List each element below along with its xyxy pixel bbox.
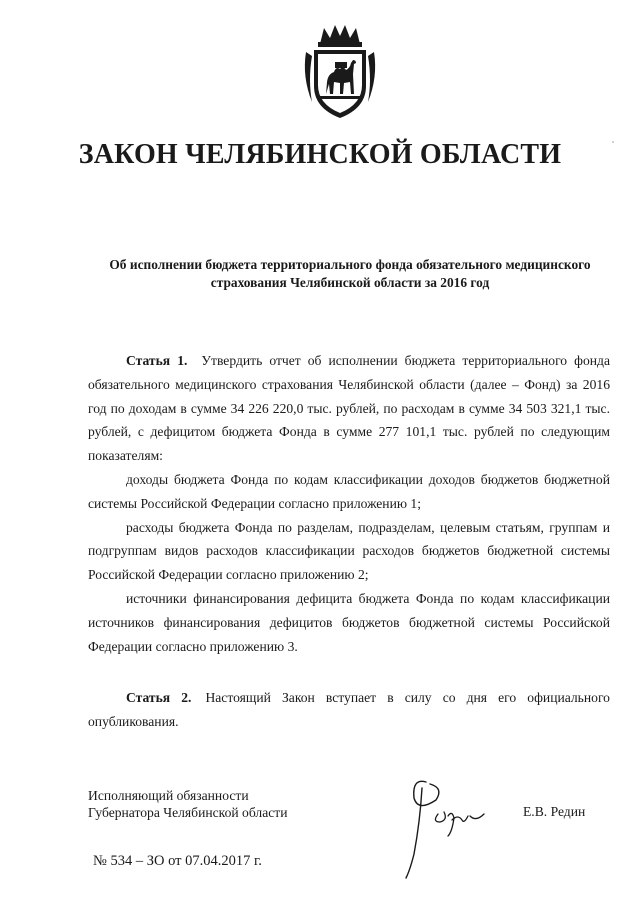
article-2-text: [88, 686, 610, 734]
article-1-label: Статья 1.: [126, 353, 188, 368]
law-subtitle: [92, 256, 608, 292]
law-subtitle-line-2: страхования Челябинской области за 2016 год: [210, 275, 490, 290]
law-number: № 534 – ЗО: [93, 853, 165, 869]
signatory-position-line-2: Губернатора Челябинской области: [88, 805, 288, 820]
law-subtitle-line-1: Об исполнении бюджета территориального фонда обязательного медицинского: [109, 257, 591, 272]
article-2-body: Настоящий Закон вступает в силу со дня его официального опубликования.: [88, 690, 610, 729]
article-1-item-1: доходы бюджета Фонда по кодам классификации доходов бюджетов бюджетной системы Российской Федерации согласно приложению 1;: [88, 471, 610, 511]
signatory-name: Е.В. Редин: [523, 804, 586, 819]
signatory-position: [88, 787, 288, 821]
coat-of-arms-icon: [298, 22, 382, 122]
date-prefix: от: [168, 853, 182, 869]
article-2: [88, 686, 610, 734]
law-date: 07.04.2017 г.: [185, 853, 262, 869]
article-1-intro: [88, 349, 610, 468]
article-2-label: Статья 2.: [126, 690, 192, 705]
law-number-and-date: [93, 853, 262, 870]
article-1-item-3: источники финансирования дефицита бюджета Фонда по кодам классификации источников финансирования дефицитов бюджетов бюджетной системы Российской Федерации согласно приложению 3.: [88, 590, 610, 654]
signatory-position-line-1: Исполняющий обязанности: [88, 788, 249, 803]
scan-speck: [611, 140, 615, 144]
law-title: ЗАКОН ЧЕЛЯБИНСКОЙ ОБЛАСТИ: [78, 139, 562, 170]
article-1: [88, 349, 610, 658]
handwritten-signature: [392, 762, 502, 882]
article-1-item-2: расходы бюджета Фонда по разделам, подразделам, целевым статьям, группам и подгруппам видов расходов классификации расходов бюджетов бюджетной системы Российской Федерации согласно приложению 2;: [88, 519, 610, 583]
article-1-intro-text: Утвердить отчет об исполнении бюджета территориального фонда обязательного медицинского страхования Челябинской области (далее – Фонд) за 2016 год по доходам в сумме 34 226 220,0 тыс. рублей, по расходам в сумме 34 503 321,1 тыс. рублей, с дефицитом бюджета Фонда в сумме 277 101,1 тыс. рублей по следующим показателям:: [88, 353, 610, 464]
